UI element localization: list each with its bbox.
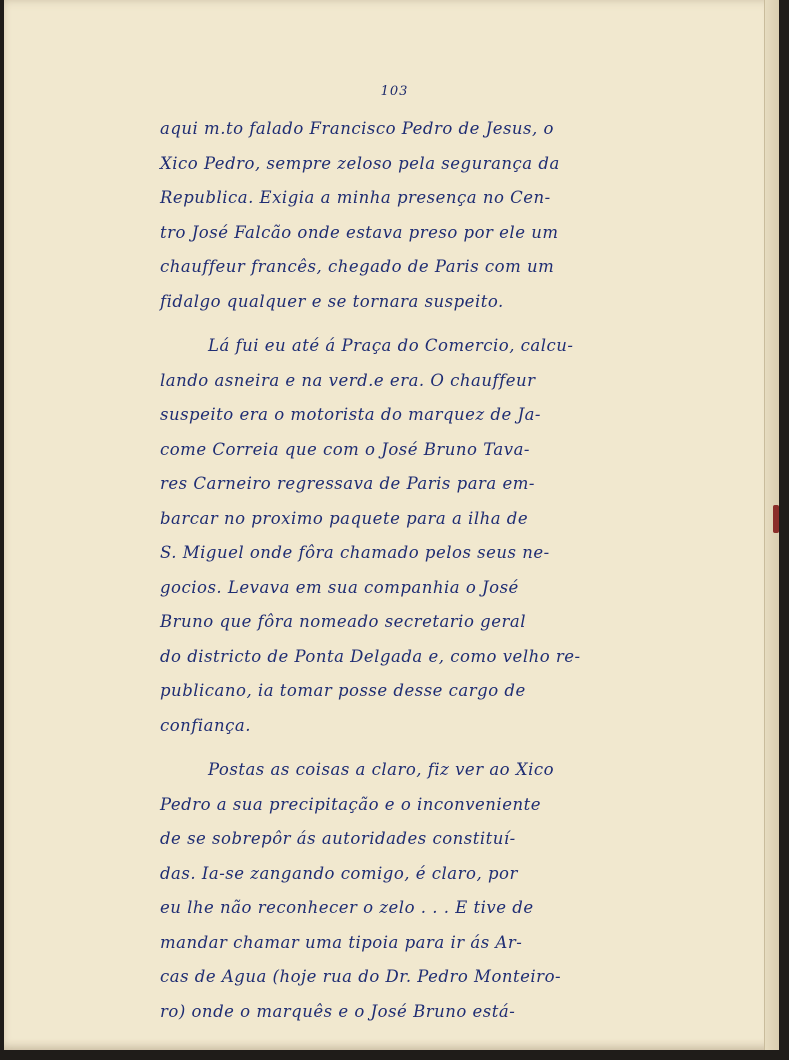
text-line: eu lhe não reconhecer o zelo . . . E tive de — [160, 898, 534, 917]
page-number: 103 — [380, 84, 409, 99]
text-line: do districto de Ponta Delgada e, como velho re- — [160, 646, 581, 666]
text-line: Bruno que fôra nomeado secretario geral — [160, 612, 526, 631]
text-line: confiança. — [160, 715, 251, 735]
text-line: S. Miguel onde fôra chamado pelos seus ne- — [160, 543, 550, 562]
text-line: Lá fui eu até á Praça do Comercio, calcu- — [208, 336, 574, 355]
text-line: fidalgo qualquer e se tornara suspeito. — [160, 291, 504, 311]
text-line: Pedro a sua precipitação e o inconveniente — [160, 794, 541, 814]
handwritten-text — [160, 112, 672, 1029]
text-line: de se sobrepôr ás autoridades constituí- — [160, 829, 516, 848]
text-line: Xico Pedro, sempre zeloso pela segurança da — [160, 153, 560, 173]
text-line: tro José Falcão onde estava preso por ele um — [160, 222, 559, 242]
text-line: gocios. Levava em sua companhia o José — [160, 577, 519, 597]
binding-mark — [773, 505, 779, 533]
text-line: Republica. Exigia a minha presença no Cen- — [160, 188, 551, 207]
text-line: Postas as coisas a claro, fiz ver ao Xico — [208, 760, 555, 779]
paragraph-gap — [160, 743, 672, 753]
text-line: suspeito era o motorista do marquez de Ja- — [160, 405, 541, 424]
text-line: come Correia que com o José Bruno Tava- — [160, 439, 530, 459]
text-line: cas de Agua (hoje rua do Dr. Pedro Monteiro- — [160, 967, 562, 986]
text-line: mandar chamar uma tipoia para ir ás Ar- — [160, 932, 523, 952]
paragraph-gap — [160, 319, 672, 329]
text-line: aqui m.to falado Francisco Pedro de Jesus, o — [160, 119, 554, 138]
text-line: lando asneira e na verd.e era. O chauffeur — [160, 370, 536, 390]
text-line: chauffeur francês, chegado de Paris com um — [160, 257, 555, 276]
text-line: res Carneiro regressava de Paris para em- — [160, 474, 535, 493]
text-line: ro) onde o marquês e o José Bruno está- — [160, 1001, 516, 1021]
text-line: das. Ia-se zangando comigo, é claro, por — [160, 863, 518, 883]
text-line: publicano, ia tomar posse desse cargo de — [160, 681, 526, 700]
text-line: barcar no proximo paquete para a ilha de — [160, 508, 529, 528]
